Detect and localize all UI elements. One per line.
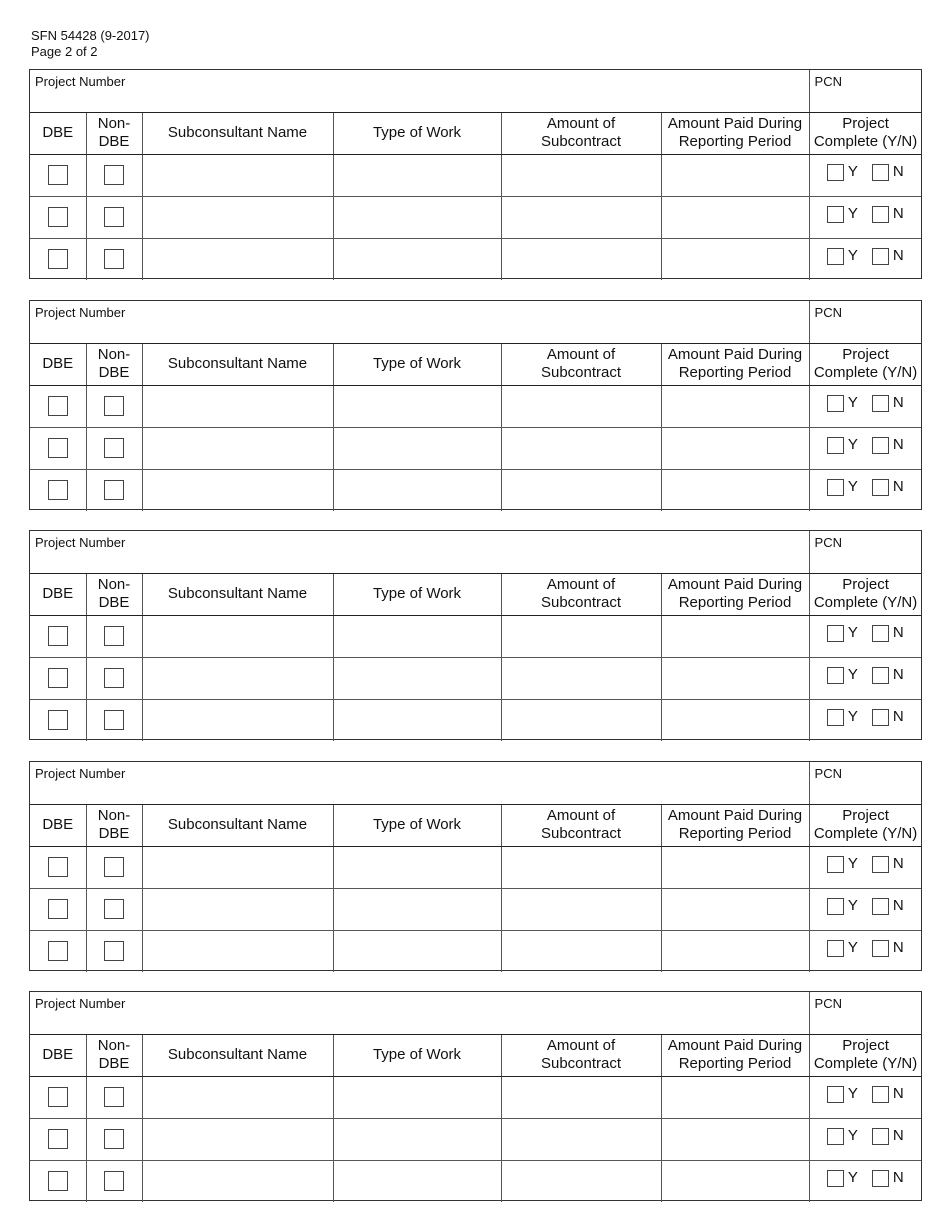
amount-of-subcontract-input[interactable] — [501, 154, 661, 196]
dbe-checkbox[interactable] — [48, 480, 68, 500]
project-complete-cell — [809, 657, 921, 699]
subconsultant-name-input[interactable] — [142, 1160, 333, 1202]
project-complete-cell — [809, 427, 921, 469]
no-label: N — [892, 436, 904, 453]
subconsultant-name-header: Subconsultant Name — [142, 343, 333, 385]
project-complete-label: Project Complete (Y/N) — [813, 1037, 918, 1072]
project-complete-cell — [809, 1076, 921, 1118]
yes-checkbox[interactable] — [827, 1086, 844, 1103]
non-dbe-header — [86, 343, 142, 385]
no-label: N — [892, 939, 904, 957]
subconsultant-name-input[interactable] — [142, 385, 333, 427]
amount-of-subcontract-input[interactable] — [501, 196, 661, 238]
no-label: N — [892, 394, 904, 411]
no-label: N — [892, 855, 904, 872]
type-of-work-input[interactable] — [333, 1118, 501, 1160]
dbe-checkbox[interactable] — [48, 207, 68, 227]
no-label: N — [892, 624, 904, 641]
dbe-header: DBE — [30, 573, 86, 615]
project-complete-cell — [809, 930, 921, 972]
amount-of-subcontract-header — [501, 1034, 661, 1076]
amount-of-subcontract-input[interactable] — [501, 699, 661, 741]
dbe-checkbox[interactable] — [48, 396, 68, 416]
non-dbe-cell — [86, 1076, 142, 1118]
table-row — [30, 1076, 921, 1118]
subconsultant-name-input[interactable] — [142, 154, 333, 196]
dbe-checkbox[interactable] — [48, 165, 68, 185]
page-number: Page 2 of 2 — [31, 44, 98, 59]
amount-paid-header — [661, 573, 809, 615]
pcn-label: PCN — [814, 535, 842, 550]
type-of-work-header: Type of Work — [333, 1034, 501, 1076]
yes-label: Y — [847, 205, 858, 222]
non-dbe-checkbox[interactable] — [104, 396, 124, 416]
non-dbe-checkbox[interactable] — [104, 668, 124, 688]
dbe-checkbox[interactable] — [48, 899, 68, 919]
yes-label: Y — [847, 163, 858, 180]
dbe-checkbox[interactable] — [48, 626, 68, 646]
project-number-field[interactable] — [30, 531, 809, 573]
dbe-cell — [30, 1118, 86, 1160]
yes-checkbox[interactable] — [827, 940, 844, 957]
dbe-checkbox[interactable] — [48, 710, 68, 730]
project-number-label: Project Number — [35, 766, 126, 781]
no-checkbox[interactable] — [872, 164, 889, 181]
project-block — [29, 69, 922, 279]
non-dbe-cell — [86, 846, 142, 888]
non-dbe-cell — [86, 930, 142, 972]
table-row — [30, 846, 921, 888]
type-of-work-input[interactable] — [333, 427, 501, 469]
amount-paid-input[interactable] — [661, 1160, 809, 1202]
type-of-work-input[interactable] — [333, 846, 501, 888]
no-checkbox[interactable] — [872, 1170, 889, 1187]
type-of-work-input[interactable] — [333, 657, 501, 699]
yes-label: Y — [847, 436, 858, 453]
yes-label: Y — [847, 855, 858, 872]
subconsultant-name-input[interactable] — [142, 196, 333, 238]
pcn-label: PCN — [814, 766, 842, 781]
project-complete-cell — [809, 154, 921, 196]
project-complete-cell — [809, 1118, 921, 1160]
subconsultant-name-input[interactable] — [142, 238, 333, 280]
amount-of-subcontract-label: Amount of Subcontract — [540, 1037, 622, 1072]
form-number: SFN 54428 (9-2017) — [31, 28, 150, 43]
project-block — [29, 530, 922, 740]
project-complete-cell — [809, 699, 921, 741]
no-label: N — [892, 478, 904, 496]
non-dbe-cell — [86, 699, 142, 741]
amount-paid-input[interactable] — [661, 699, 809, 741]
project-number-field[interactable] — [30, 70, 809, 112]
no-label: N — [892, 205, 904, 222]
amount-of-subcontract-header — [501, 112, 661, 154]
amount-paid-header — [661, 112, 809, 154]
no-checkbox[interactable] — [872, 479, 889, 496]
pcn-field[interactable] — [809, 301, 921, 343]
pcn-field[interactable] — [809, 992, 921, 1034]
no-checkbox[interactable] — [872, 625, 889, 642]
subconsultant-name-input[interactable] — [142, 469, 333, 511]
type-of-work-input[interactable] — [333, 888, 501, 930]
non-dbe-cell — [86, 196, 142, 238]
pcn-label: PCN — [814, 74, 842, 89]
dbe-checkbox[interactable] — [48, 857, 68, 877]
amount-paid-label: Amount Paid During Reporting Period — [667, 576, 803, 611]
subconsultant-name-header: Subconsultant Name — [142, 573, 333, 615]
non-dbe-cell — [86, 888, 142, 930]
amount-of-subcontract-header — [501, 343, 661, 385]
pcn-field[interactable] — [809, 762, 921, 804]
amount-paid-input[interactable] — [661, 469, 809, 511]
type-of-work-input[interactable] — [333, 1076, 501, 1118]
subconsultant-name-header: Subconsultant Name — [142, 1034, 333, 1076]
amount-paid-label: Amount Paid During Reporting Period — [667, 346, 803, 381]
type-of-work-input[interactable] — [333, 699, 501, 741]
amount-of-subcontract-input[interactable] — [501, 1160, 661, 1202]
dbe-cell — [30, 154, 86, 196]
non-dbe-checkbox[interactable] — [104, 480, 124, 500]
amount-of-subcontract-input[interactable] — [501, 238, 661, 280]
yes-label: Y — [847, 624, 858, 641]
type-of-work-input[interactable] — [333, 469, 501, 511]
yes-checkbox[interactable] — [827, 898, 844, 915]
yes-checkbox[interactable] — [827, 1170, 844, 1187]
amount-paid-input[interactable] — [661, 196, 809, 238]
non-dbe-cell — [86, 427, 142, 469]
non-dbe-checkbox[interactable] — [104, 1171, 124, 1191]
table-row — [30, 238, 921, 280]
subconsultant-name-header: Subconsultant Name — [142, 804, 333, 846]
project-complete-header — [809, 343, 921, 385]
dbe-checkbox[interactable] — [48, 1129, 68, 1149]
dbe-cell — [30, 615, 86, 657]
amount-paid-input[interactable] — [661, 385, 809, 427]
no-checkbox[interactable] — [872, 206, 889, 223]
project-complete-cell — [809, 1160, 921, 1202]
yes-checkbox[interactable] — [827, 856, 844, 873]
non-dbe-checkbox[interactable] — [104, 249, 124, 269]
project-number-field[interactable] — [30, 762, 809, 804]
no-checkbox[interactable] — [872, 395, 889, 412]
subconsultant-name-input[interactable] — [142, 888, 333, 930]
yes-label: Y — [847, 1085, 858, 1102]
dbe-checkbox[interactable] — [48, 249, 68, 269]
table-row — [30, 888, 921, 930]
project-number-field[interactable] — [30, 301, 809, 343]
amount-of-subcontract-input[interactable] — [501, 1118, 661, 1160]
amount-paid-input[interactable] — [661, 1118, 809, 1160]
project-block — [29, 761, 922, 971]
type-of-work-input[interactable] — [333, 385, 501, 427]
project-complete-cell — [809, 888, 921, 930]
yes-label: Y — [847, 247, 858, 265]
dbe-cell — [30, 1160, 86, 1202]
dbe-cell — [30, 385, 86, 427]
subconsultant-name-input[interactable] — [142, 657, 333, 699]
non-dbe-cell — [86, 154, 142, 196]
non-dbe-checkbox[interactable] — [104, 626, 124, 646]
amount-of-subcontract-input[interactable] — [501, 657, 661, 699]
project-number-label: Project Number — [35, 996, 126, 1011]
yes-label: Y — [847, 1169, 858, 1187]
non-dbe-checkbox[interactable] — [104, 1129, 124, 1149]
amount-of-subcontract-input[interactable] — [501, 469, 661, 511]
project-number-label: Project Number — [35, 305, 126, 320]
amount-paid-input[interactable] — [661, 154, 809, 196]
amount-of-subcontract-header — [501, 573, 661, 615]
project-number-label: Project Number — [35, 535, 126, 550]
no-checkbox[interactable] — [872, 940, 889, 957]
amount-paid-input[interactable] — [661, 1076, 809, 1118]
subconsultant-name-input[interactable] — [142, 427, 333, 469]
amount-paid-label: Amount Paid During Reporting Period — [667, 115, 803, 150]
table-row — [30, 1160, 921, 1202]
yes-checkbox[interactable] — [827, 625, 844, 642]
pcn-field[interactable] — [809, 531, 921, 573]
table-row — [30, 427, 921, 469]
table-row — [30, 615, 921, 657]
type-of-work-input[interactable] — [333, 615, 501, 657]
dbe-cell — [30, 657, 86, 699]
dbe-cell — [30, 427, 86, 469]
amount-paid-input[interactable] — [661, 238, 809, 280]
no-checkbox[interactable] — [872, 667, 889, 684]
dbe-checkbox[interactable] — [48, 941, 68, 961]
non-dbe-cell — [86, 615, 142, 657]
no-checkbox[interactable] — [872, 856, 889, 873]
non-dbe-checkbox[interactable] — [104, 1087, 124, 1107]
yes-checkbox[interactable] — [827, 709, 844, 726]
non-dbe-cell — [86, 1118, 142, 1160]
type-of-work-header: Type of Work — [333, 804, 501, 846]
project-complete-label: Project Complete (Y/N) — [813, 576, 918, 611]
no-checkbox[interactable] — [872, 898, 889, 915]
amount-of-subcontract-input[interactable] — [501, 427, 661, 469]
pcn-label: PCN — [814, 305, 842, 320]
amount-of-subcontract-label: Amount of Subcontract — [540, 807, 622, 842]
amount-of-subcontract-label: Amount of Subcontract — [540, 576, 622, 611]
no-checkbox[interactable] — [872, 709, 889, 726]
non-dbe-checkbox[interactable] — [104, 207, 124, 227]
yes-checkbox[interactable] — [827, 248, 844, 265]
yes-checkbox[interactable] — [827, 164, 844, 181]
yes-label: Y — [847, 666, 858, 683]
type-of-work-header: Type of Work — [333, 343, 501, 385]
project-complete-cell — [809, 196, 921, 238]
project-complete-header — [809, 1034, 921, 1076]
type-of-work-input[interactable] — [333, 930, 501, 972]
project-complete-cell — [809, 385, 921, 427]
project-complete-cell — [809, 469, 921, 511]
project-complete-cell — [809, 615, 921, 657]
non-dbe-label: Non-DBE — [97, 1037, 131, 1072]
yes-checkbox[interactable] — [827, 1128, 844, 1145]
amount-of-subcontract-input[interactable] — [501, 385, 661, 427]
project-number-label: Project Number — [35, 74, 126, 89]
project-block — [29, 991, 922, 1201]
yes-label: Y — [847, 708, 858, 726]
non-dbe-header — [86, 112, 142, 154]
dbe-cell — [30, 469, 86, 511]
no-checkbox[interactable] — [872, 437, 889, 454]
subconsultant-name-input[interactable] — [142, 699, 333, 741]
amount-paid-input[interactable] — [661, 888, 809, 930]
amount-of-subcontract-input[interactable] — [501, 888, 661, 930]
no-label: N — [892, 247, 904, 265]
non-dbe-checkbox[interactable] — [104, 857, 124, 877]
dbe-cell — [30, 846, 86, 888]
non-dbe-checkbox[interactable] — [104, 941, 124, 961]
no-checkbox[interactable] — [872, 248, 889, 265]
dbe-header: DBE — [30, 343, 86, 385]
amount-of-subcontract-input[interactable] — [501, 846, 661, 888]
dbe-header: DBE — [30, 804, 86, 846]
non-dbe-header — [86, 573, 142, 615]
dbe-header: DBE — [30, 1034, 86, 1076]
project-complete-header — [809, 573, 921, 615]
amount-paid-header — [661, 804, 809, 846]
yes-label: Y — [847, 1127, 858, 1144]
amount-of-subcontract-input[interactable] — [501, 930, 661, 972]
yes-checkbox[interactable] — [827, 437, 844, 454]
table-row — [30, 385, 921, 427]
table-row — [30, 154, 921, 196]
no-label: N — [892, 1169, 904, 1187]
table-row — [30, 1118, 921, 1160]
subconsultant-name-input[interactable] — [142, 615, 333, 657]
project-complete-header — [809, 112, 921, 154]
type-of-work-input[interactable] — [333, 238, 501, 280]
non-dbe-cell — [86, 238, 142, 280]
yes-checkbox[interactable] — [827, 479, 844, 496]
subconsultant-name-input[interactable] — [142, 930, 333, 972]
type-of-work-header: Type of Work — [333, 112, 501, 154]
amount-paid-label: Amount Paid During Reporting Period — [667, 1037, 803, 1072]
amount-paid-input[interactable] — [661, 615, 809, 657]
project-complete-header — [809, 804, 921, 846]
no-checkbox[interactable] — [872, 1086, 889, 1103]
table-row — [30, 657, 921, 699]
project-complete-label: Project Complete (Y/N) — [813, 346, 918, 381]
non-dbe-cell — [86, 469, 142, 511]
type-of-work-header: Type of Work — [333, 573, 501, 615]
yes-checkbox[interactable] — [827, 667, 844, 684]
table-row — [30, 469, 921, 511]
amount-of-subcontract-header — [501, 804, 661, 846]
dbe-checkbox[interactable] — [48, 438, 68, 458]
dbe-cell — [30, 1076, 86, 1118]
non-dbe-label: Non-DBE — [97, 576, 131, 611]
no-label: N — [892, 163, 904, 180]
non-dbe-label: Non-DBE — [97, 807, 131, 842]
yes-checkbox[interactable] — [827, 395, 844, 412]
non-dbe-checkbox[interactable] — [104, 438, 124, 458]
project-complete-cell — [809, 238, 921, 280]
non-dbe-header — [86, 1034, 142, 1076]
table-row — [30, 196, 921, 238]
non-dbe-label: Non-DBE — [97, 115, 131, 150]
subconsultant-name-input[interactable] — [142, 1118, 333, 1160]
type-of-work-input[interactable] — [333, 196, 501, 238]
non-dbe-cell — [86, 657, 142, 699]
yes-checkbox[interactable] — [827, 206, 844, 223]
dbe-header: DBE — [30, 112, 86, 154]
pcn-field[interactable] — [809, 70, 921, 112]
amount-of-subcontract-label: Amount of Subcontract — [540, 346, 622, 381]
yes-label: Y — [847, 394, 858, 411]
non-dbe-cell — [86, 1160, 142, 1202]
project-complete-cell — [809, 846, 921, 888]
type-of-work-input[interactable] — [333, 154, 501, 196]
amount-paid-input[interactable] — [661, 657, 809, 699]
project-block — [29, 300, 922, 510]
form-header — [31, 28, 150, 60]
amount-paid-label: Amount Paid During Reporting Period — [667, 807, 803, 842]
yes-label: Y — [847, 939, 858, 957]
amount-paid-input[interactable] — [661, 427, 809, 469]
project-complete-label: Project Complete (Y/N) — [813, 807, 918, 842]
dbe-cell — [30, 930, 86, 972]
table-row — [30, 930, 921, 972]
amount-paid-input[interactable] — [661, 846, 809, 888]
non-dbe-header — [86, 804, 142, 846]
no-label: N — [892, 1085, 904, 1102]
no-label: N — [892, 897, 904, 914]
amount-of-subcontract-label: Amount of Subcontract — [540, 115, 622, 150]
dbe-cell — [30, 888, 86, 930]
amount-paid-input[interactable] — [661, 930, 809, 972]
no-label: N — [892, 666, 904, 683]
non-dbe-cell — [86, 385, 142, 427]
yes-label: Y — [847, 897, 858, 914]
project-complete-label: Project Complete (Y/N) — [813, 115, 918, 150]
project-number-field[interactable] — [30, 992, 809, 1034]
non-dbe-checkbox[interactable] — [104, 165, 124, 185]
pcn-label: PCN — [814, 996, 842, 1011]
type-of-work-input[interactable] — [333, 1160, 501, 1202]
no-label: N — [892, 1127, 904, 1144]
dbe-checkbox[interactable] — [48, 1171, 68, 1191]
amount-paid-header — [661, 1034, 809, 1076]
non-dbe-checkbox[interactable] — [104, 710, 124, 730]
yes-label: Y — [847, 478, 858, 496]
dbe-cell — [30, 699, 86, 741]
no-checkbox[interactable] — [872, 1128, 889, 1145]
subconsultant-name-header: Subconsultant Name — [142, 112, 333, 154]
subconsultant-name-input[interactable] — [142, 846, 333, 888]
amount-of-subcontract-input[interactable] — [501, 615, 661, 657]
amount-paid-header — [661, 343, 809, 385]
table-row — [30, 699, 921, 741]
amount-of-subcontract-input[interactable] — [501, 1076, 661, 1118]
dbe-cell — [30, 238, 86, 280]
non-dbe-checkbox[interactable] — [104, 899, 124, 919]
dbe-cell — [30, 196, 86, 238]
subconsultant-name-input[interactable] — [142, 1076, 333, 1118]
dbe-checkbox[interactable] — [48, 668, 68, 688]
non-dbe-label: Non-DBE — [97, 346, 131, 381]
no-label: N — [892, 708, 904, 726]
dbe-checkbox[interactable] — [48, 1087, 68, 1107]
